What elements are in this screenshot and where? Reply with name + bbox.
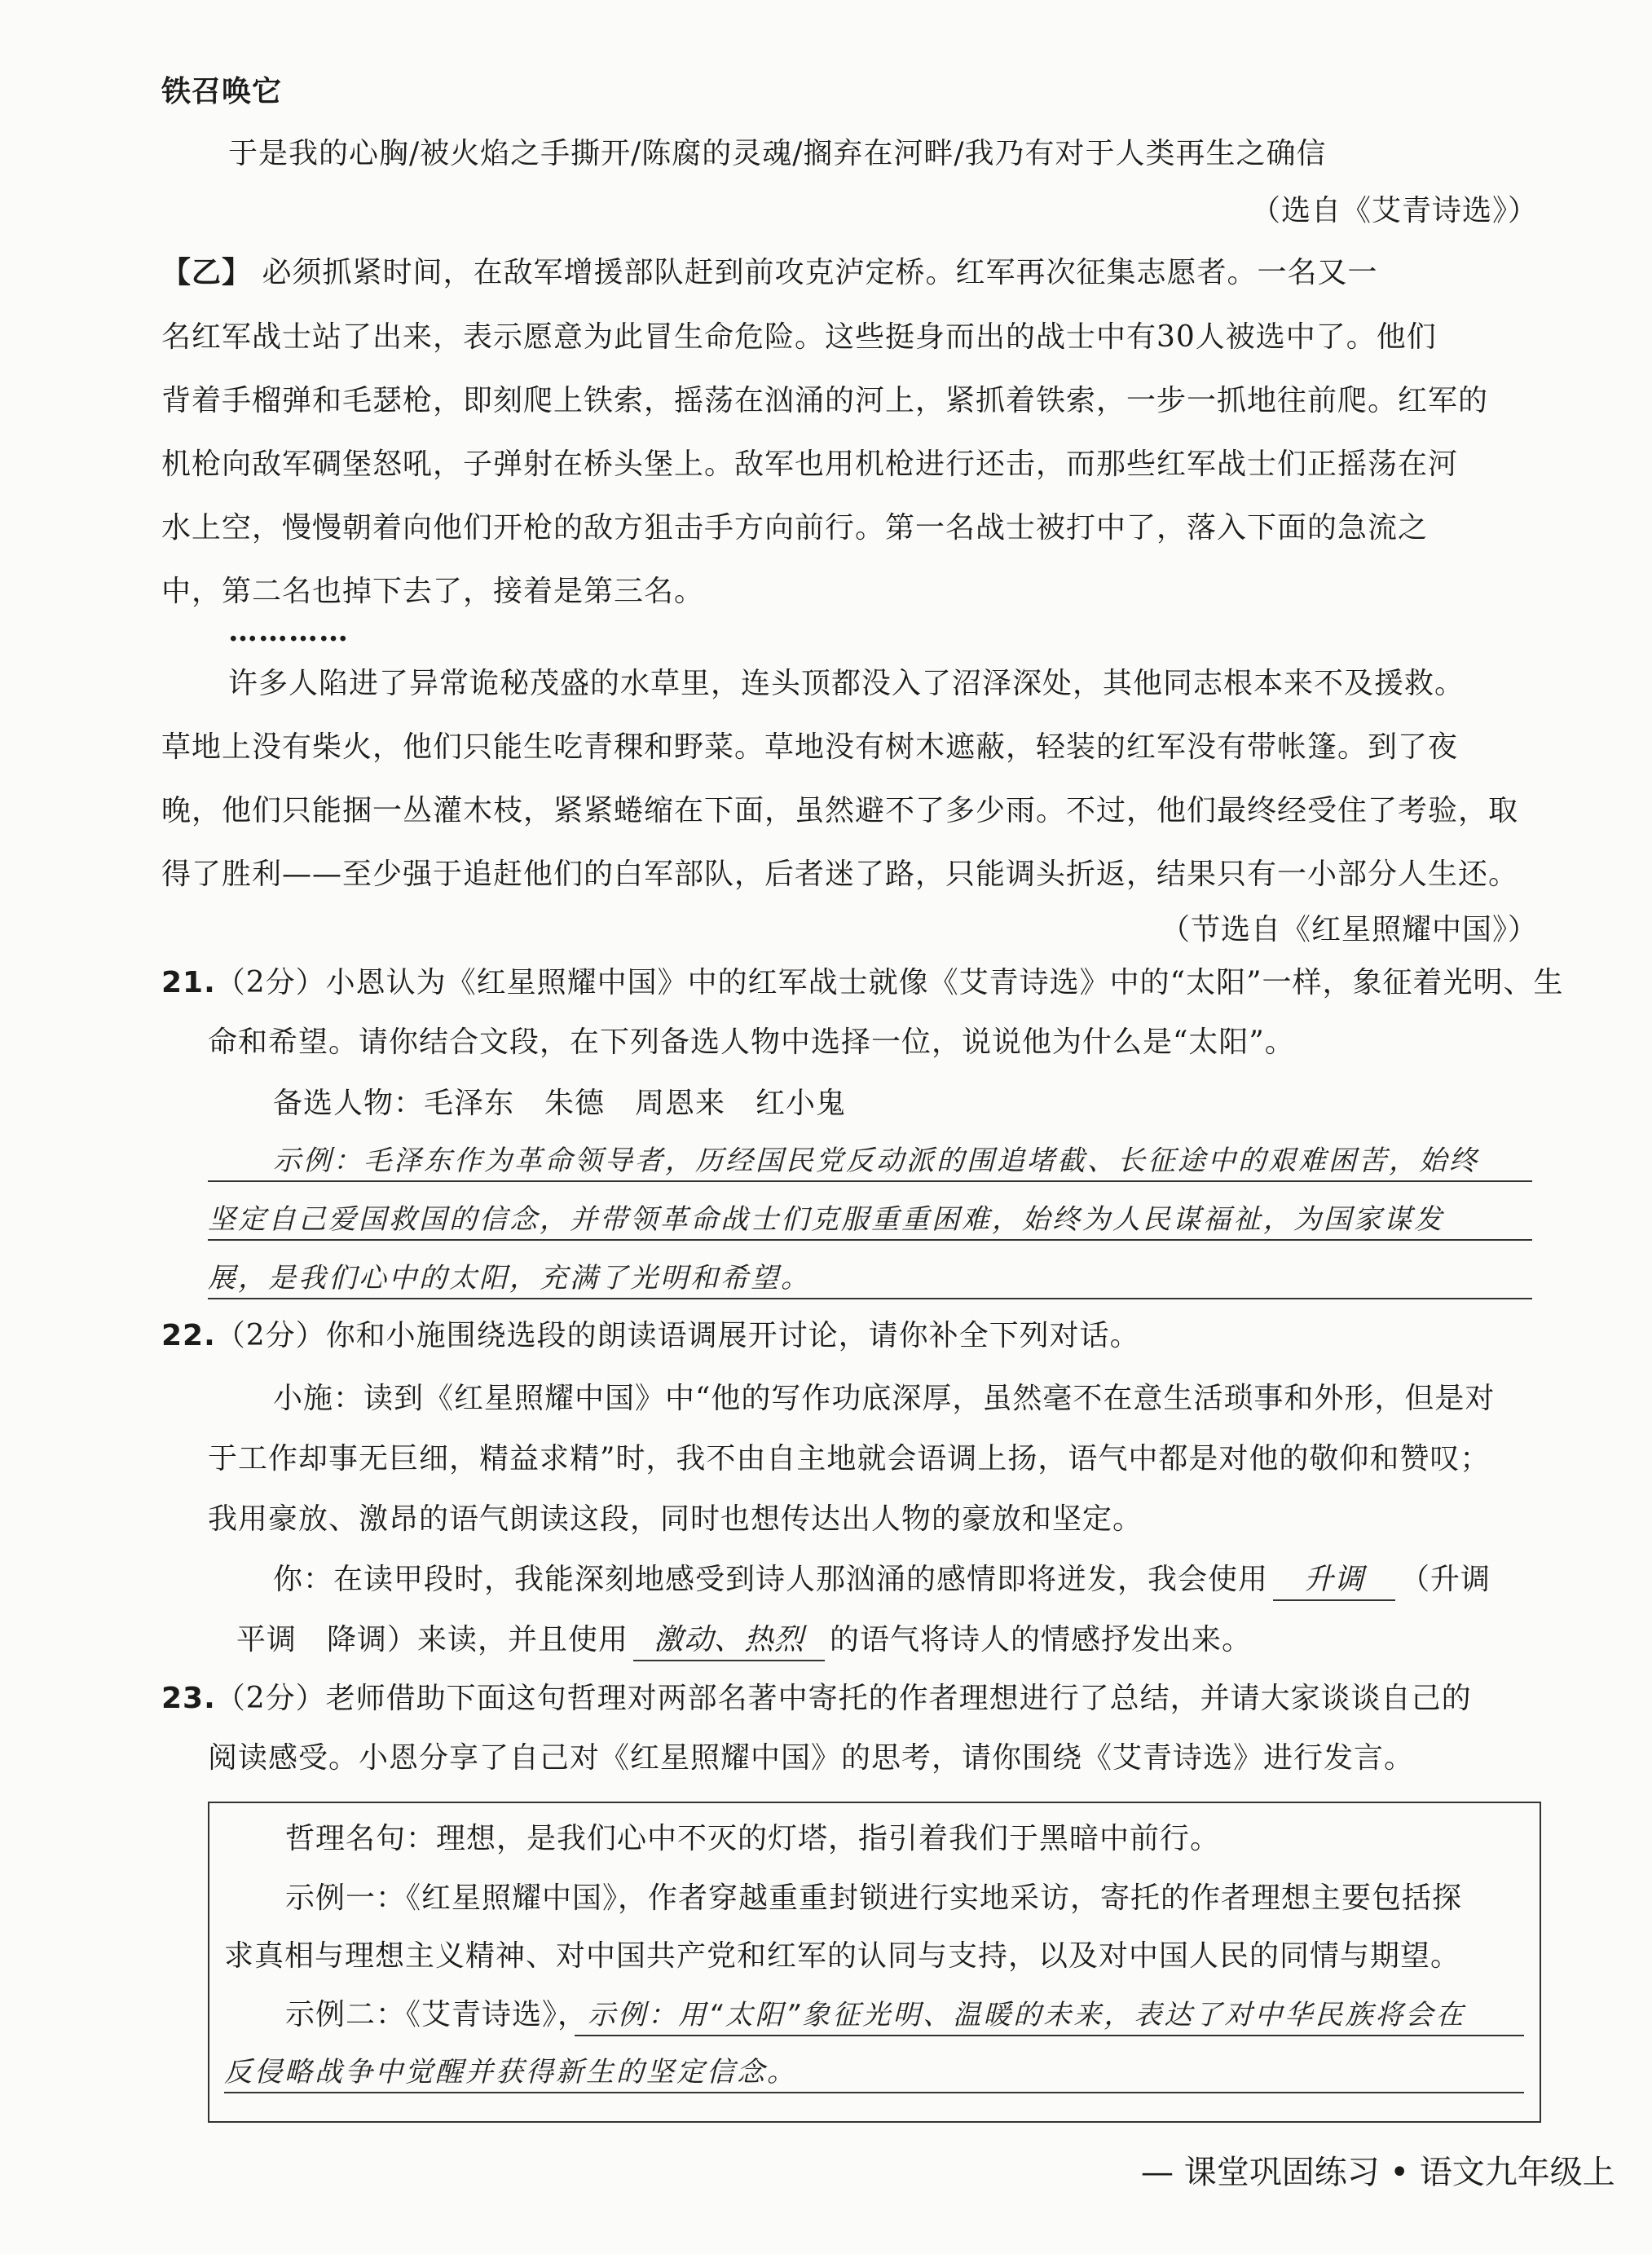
passage-yi-line-7: 许多人陷进了异常诡秘茂盛的水草里，连头顶都没入了沼泽深处，其他同志根本来不及援救。 — [228, 667, 1465, 700]
q22-shi-line-2: 于工作却事无巨细，精益求精”时，我不由自主地就会语调上扬，语气中都是对他的敬仰和赞叹； — [208, 1442, 1491, 1475]
passage-yi-line-9: 晚，他们只能捆一丛灌木枝，紧紧蜷缩在下面，虽然避不了多少雨。不过，他们最终经受住了考验，取 — [161, 794, 1519, 827]
passage-yi-source: （节选自《红星照耀中国》） — [1160, 913, 1538, 946]
q23-answer-line-1[interactable]: 示例：用“太阳”象征光明、温暖的未来，表达了对中华民族将会在 — [588, 1999, 1466, 2031]
q22-shi-line-3: 我用豪放、激昂的语气朗读这段，同时也想传达出人物的豪放和坚定。 — [208, 1502, 1143, 1536]
q23-example2-line-1: 示例二：《艾青诗选》，示例：用“太阳”象征光明、温暖的未来，表达了对中华民族将会在 — [285, 1998, 1466, 2031]
q22-blank-intonation[interactable]: 升调 — [1273, 1560, 1395, 1601]
passage-yi-line-2: 名红军战士站了出来，表示愿意为此冒生命危险。这些挺身而出的战士中有30人被选中了。他们 — [161, 320, 1437, 354]
poem-source: （选自《艾青诗选》） — [1250, 194, 1538, 227]
answer-rule — [208, 1239, 1532, 1241]
q22-line-1: 22.（2分）你和小施围绕选段的朗读语调展开讨论，请你补全下列对话。 — [161, 1319, 1140, 1352]
answer-rule — [208, 1298, 1532, 1299]
q22-you-line-1: 你：在读甲段时，我能深刻地感受到诗人那汹涌的感情即将迸发，我会使用 升调 （升调 — [273, 1560, 1491, 1601]
passage-yi-line-3: 背着手榴弹和毛瑟枪，即刻爬上铁索，摇荡在汹涌的河上，紧抓着铁索，一步一抓地往前爬。红军的 — [161, 384, 1489, 417]
q21-line-1: 21.（2分）小恩认为《红星照耀中国》中的红军战士就像《艾青诗选》中的“太阳”一样，象征着光明、生 — [161, 966, 1564, 999]
q23-answer-line-2[interactable]: 反侵略战争中觉醒并获得新生的坚定信念。 — [224, 2056, 797, 2089]
q23-number: 23. — [161, 1682, 216, 1715]
page-footer: — 课堂巩固练习 • 语文九年级上 — [1141, 2154, 1615, 2191]
q21-answer-line-2[interactable]: 坚定自己爱国救国的信念，并带领革命战士们克服重重困难，始终为人民谋福祉，为国家谋发 — [208, 1203, 1444, 1236]
passage-yi-label: 【乙】 — [161, 255, 253, 289]
passage-yi-line-5: 水上空，慢慢朝着向他们开枪的敌方狙击手方向前行。第一名战士被打中了，落入下面的急流之 — [161, 511, 1429, 545]
q23-line-1: 23.（2分）老师借助下面这句哲理对两部名著中寄托的作者理想进行了总结，并请大家谈谈自己的 — [161, 1682, 1472, 1715]
q22-you-line-2: 平调 降调）来读，并且使用 激动、热烈 的语气将诗人的情感抒发出来。 — [236, 1621, 1252, 1661]
q21-answer-line-3[interactable]: 展，是我们心中的太阳，充满了光明和希望。 — [208, 1262, 811, 1295]
passage-yi-line-1: 【乙】 必须抓紧时间，在敌军增援部队赶到前攻克泸定桥。红军再次征集志愿者。一名又一 — [161, 255, 1378, 289]
q22-number: 22. — [161, 1319, 216, 1352]
q21-candidates: 备选人物：毛泽东 朱德 周恩来 红小鬼 — [273, 1087, 847, 1120]
passage-yi-line-10: 得了胜利——至少强于追赶他们的白军部队，后者迷了路，只能调头折返，结果只有一小部分人生还。 — [161, 858, 1519, 891]
q21-number: 21. — [161, 966, 216, 999]
q23-line-2: 阅读感受。小恩分享了自己对《红星照耀中国》的思考，请你围绕《艾青诗选》进行发言。 — [208, 1741, 1415, 1775]
answer-rule — [208, 1180, 1532, 1182]
poem-fragment: 铁召唤它 — [161, 74, 283, 108]
passage-yi-line-8: 草地上没有柴火，他们只能生吃青稞和野菜。草地没有树木遮蔽，轻装的红军没有带帐篷。到了夜 — [161, 730, 1459, 764]
passage-yi-line-4: 机枪向敌军碉堡怒吼，子弹射在桥头堡上。敌军也用机枪进行还击，而那些红军战士们正摇荡在河 — [161, 448, 1459, 481]
q21-line-2: 命和希望。请你结合文段，在下列备选人物中选择一位，说说他为什么是“太阳”。 — [208, 1026, 1295, 1059]
passage-yi-line-6: 中，第二名也掉下去了，接着是第三名。 — [161, 575, 705, 608]
answer-rule — [224, 2092, 1524, 2093]
q22-shi-line-1: 小施：读到《红星照耀中国》中“他的写作功底深厚，虽然毫不在意生活琐事和外形，但是对 — [273, 1382, 1496, 1415]
poem-line: 于是我的心胸/被火焰之手撕开/陈腐的灵魂/搁弃在河畔/我乃有对于人类再生之确信 — [228, 137, 1327, 170]
q23-example1-line-2: 求真相与理想主义精神、对中国共产党和红军的认同与支持，以及对中国人民的同情与期望。 — [224, 1939, 1461, 1973]
q23-quote: 哲理名句：理想，是我们心中不灭的灯塔，指引着我们于黑暗中前行。 — [285, 1822, 1221, 1855]
passage-ellipsis: ………… — [228, 614, 349, 648]
q21-answer-line-1[interactable]: 示例：毛泽东作为革命领导者，历经国民党反动派的围追堵截、长征途中的艰难困苦，始终 — [273, 1145, 1479, 1177]
answer-rule — [575, 2035, 1524, 2036]
q23-example1-line-1: 示例一：《红星照耀中国》，作者穿越重重封锁进行实地采访，寄托的作者理想主要包括探 — [285, 1881, 1463, 1915]
q22-blank-tone[interactable]: 激动、热烈 — [633, 1621, 825, 1661]
